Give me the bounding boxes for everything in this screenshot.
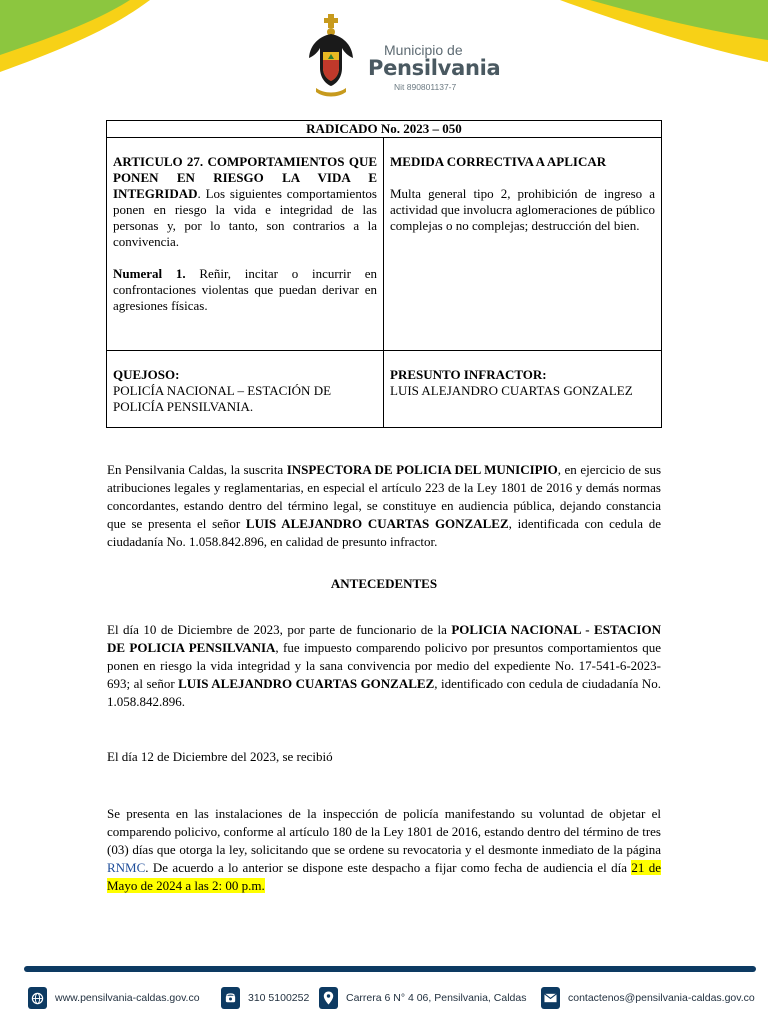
nit-number: Nit 890801137-7 [394,82,457,92]
medida-title: MEDIDA CORRECTIVA A APLICAR [390,154,607,169]
phone-icon [221,987,240,1009]
case-table [106,120,662,428]
radicado-number: RADICADO No. 2023 – 050 [107,121,662,138]
location-pin-icon [319,987,338,1009]
quejoso-cell [107,351,384,428]
org-label-big: Pensilvania [368,56,501,80]
footer-address [319,986,526,1010]
medida-cell [384,138,662,351]
quejoso-label: QUEJOSO: [113,367,180,382]
articulo-cell [107,138,384,351]
articulo-title: ARTICULO 27. COMPORTAMIENTOS QUE PONEN EN RIESGO LA VIDA E INTEGRIDAD [113,154,377,201]
infractor-label: PRESUNTO INFRACTOR: [390,367,547,382]
footer-email-text: contactenos@pensilvania-caldas.gov.co [568,992,755,1004]
articulo-text: ARTICULO 27. COMPORTAMIENTOS QUE PONEN EN RIESGO LA VIDA E INTEGRIDAD. Los siguientes comportamientos ponen en riesgo la vida e integridad de las personas y, por lo tanto, son contrarios a la convivencia. [113,154,377,249]
envelope-icon [541,987,560,1009]
quejoso-line1: POLICÍA NACIONAL – ESTACIÓN DE [113,383,332,398]
footer-email[interactable] [541,986,755,1010]
municipality-logo [306,12,506,102]
medida-text: Multa general tipo 2, prohibición de ingreso a actividad que involucra aglomeraciones de público complejas o no complejas; destrucción del bien. [390,186,655,233]
footer-divider [24,966,756,972]
footer-phone[interactable] [221,986,309,1010]
antecedentes-paragraph-1: El día 10 de Diciembre de 2023, por parte de funcionario de la POLICIA NACIONAL - ESTACION DE POLICIA PENSILVANIA, fue impuesto comparendo policivo por presuntos comportamientos que ponen en riesgo la vida integridad y la sana convivencia por medio del expediente No. 17-541-6-2023-693; al señor LUIS ALEJANDRO CUARTAS GONZALEZ, identificado con cedula de ciudadanía No. 1.058.842.896. [107,622,661,709]
footer [28,986,758,1010]
globe-icon [28,987,47,1009]
antecedentes-paragraph-2: El día 12 de Diciembre del 2023, se recibió [107,749,333,764]
footer-address-text: Carrera 6 N° 4 06, Pensilvania, Caldas [346,992,527,1004]
footer-website-text: www.pensilvania-caldas.gov.co [55,992,200,1004]
numeral-label: Numeral 1. [113,266,186,281]
left-green-wave [0,0,130,55]
coat-of-arms-icon [306,12,356,100]
infractor-cell [384,351,662,428]
intro-paragraph: En Pensilvania Caldas, la suscrita INSPECTORA DE POLICIA DEL MUNICIPIO, en ejercicio de sus atribuciones legales y reglamentarias, en especial el artículo 223 de la Ley 1801 de 2016 y demás normas concordantes, estando dentro del término legal, se constituye en audiencia pública, dejando constancia que se presenta el señor LUIS ALEJANDRO CUARTAS GONZALEZ, identificada con cedula de ciudadanía No. 1.058.842.896, en calidad de presunto infractor. [107,462,662,549]
numeral-text: Numeral 1. Reñir, incitar o incurrir en confrontaciones violentas que puedan derivar en agresiones físicas. [113,266,377,313]
infractor-name: LUIS ALEJANDRO CUARTAS GONZALEZ [390,383,633,398]
footer-website[interactable] [28,986,200,1010]
quejoso-line2: POLICÍA PENSILVANIA. [113,399,254,414]
rnmc-text: RNMC [107,860,146,875]
antecedentes-heading: ANTECEDENTES [330,576,438,591]
hearing-date-highlight: 21 de Mayo de 2024 a las 2: 00 p.m. [107,860,661,893]
antecedentes-paragraph-3: Se presenta en las instalaciones de la inspección de policía manifestando su voluntad de objetar el comparendo policivo, conforme al artículo 180 de la Ley 1801 de 2016, estando dentro del término de tres (03) días que otorga la ley, solicitando que se ordene su revocatoria y el desmonte inmediato de la página RNMC. De acuerdo a lo anterior se dispone este despacho a fijar como fecha de audiencia el día 21 de Mayo de 2024 a las 2: 00 p.m. [107,806,661,893]
org-label-small: Municipio de [384,42,463,58]
footer-phone-text: 310 5100252 [248,992,310,1004]
